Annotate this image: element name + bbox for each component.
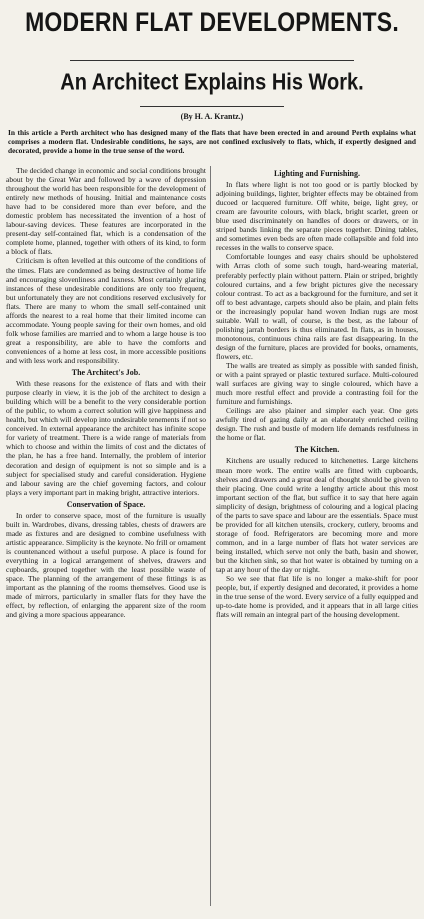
section-heading: Conservation of Space. [66,499,146,509]
headline: MODERN FLAT DEVELOPMENTS. [25,6,399,37]
paragraph: Ceilings are also plainer and simpler each year. One gets awfully tired of gazing daily at an elaborately enriched ceiling design. The rush and bustle of modern life demands restfulness in the home or flat. [216,406,418,443]
paragraph: The decided change in economic and social conditions brought about by the Great War and followed by a wave of depression throughout the world has been responsible for the development of entirely new methods of housing. Initial and maintenance costs have had to be considered more than ever before, and the domestic problem has necessitated the invention of a host of labour-saving devices. These features are incorporated in the present-day self-contained flat, which is a condensation of the complete home, planned, together with others of its kind, to form a block of flats. [6,166,206,257]
paragraph: Criticism is often levelled at this outcome of the conditions of the times. Flats are condemned as being destructive of home life and encouraging slovenliness and laxness. Most certainly glaring instances of these undesirable conditions are only too frequent, but unfortunately they are not conditions reserved exclusively for flats. There are many to whom the small self-contained unit affords the nearest to a real home that their limited income can accommodate. Young people saving for their own homes, and old folk whose families are married and to whom a large house is too great a responsibility, are able to have the comforts and conveniences of a home at less cost, in more accessible positions and with less work and responsibility. [6,256,206,365]
left-column [6,166,206,909]
right-column [216,166,418,909]
column-divider [210,166,211,906]
paragraph: In order to conserve space, most of the furniture is usually built in. Wardrobes, divans, dressing tables, chests of drawers are made as fixtures and are designed to combine usefulness with artistic appearance. Simplicity is the keynote. No frill or ornament is countenanced without a useful purpose. A place is found for everything in a logical arrangement of shelves, drawers and cupboards, grouped together with the least possible waste of space. The planning of the arrangement of these fittings is as important as the planning of the rooms themselves. Good use is made of mirrors, particularly in smaller flats for they have the effect, by reflection, of enlarging the apparent size of the room and giving a more spacious appearance. [6,510,206,620]
paragraph: Kitchens are usually reduced to kitchenettes. Large kitchens mean more work. The entire walls are fitted with cupboards, shelves and drawers and a great deal of thought should be given to their placing. One could write a lengthy article about this most important section of the flat, but suffice it to say that here again simplicity of design, brightness of colouring and a logical placing of the parts to save space and labour are the essentials. Space must be provided for all kitchen utensils, crockery, cutlery, brooms and storage of food. Refrigerators are becoming more and more common, and in a large number of flats hot water services are being installed, which serve not only the bath, basin and shower, but the kitchen sink, so that hot water is obtained by turning on a tap at any hour of the day or night. [216,456,418,575]
headline-rule [70,60,354,61]
intro-paragraph: In this article a Perth architect who has designed many of the flats that have been erected in and around Perth explains what comprises a modern flat. Undesirable conditions, he says, are not confined exclusively to flats, which, if expertly designed and decorated, provide a home in the true sense of the word. [8,128,416,156]
section-heading: The Architect's Job. [71,368,141,378]
subheadline-rule [140,106,284,107]
paragraph: With these reasons for the existence of flats and with their purpose clearly in view, it is the job of the architect to design a building which will be a benefit to the very considerable portion of the public, to whom a correct solution will give happiness and health, but which will develop into undesirable tenements if not so conceived. In external appearance the architect has infinite scope for variety of treatment. There is a wide range of materials from which to choose and within the limits of cost and the dictates of the plan, he has a free hand. Internally, the problem of interior decoration and design of equipment is not so simple and is a subject for specialised study and careful consideration. Hygiene and labour saving are the chief governing factors, and colour plays a very important part in making bright, attractive interiors. [6,379,206,497]
byline: (By H. A. Krantz.) [180,112,244,121]
section-heading: The Kitchen. [294,445,340,455]
paragraph: The walls are treated as simply as possible with sanded finish, or with a paint sprayed or plastic textured surface. Multi-coloured wall surfaces are giving way to single coloured, which have a much more restful effect and provide a contrasting foil for the furniture and furnishings. [216,360,418,407]
section-heading: Lighting and Furnishing. [273,169,361,178]
subheadline: An Architect Explains His Work. [60,70,364,96]
paragraph: So we see that flat life is no longer a make-shift for poor people, but, if expertly designed and decorated, it provides a home in the true sense of the word. Every service of a fully equipped and up-to-date home is provided, and it appears that in all large cities flats will remain an integral part of the housing development. [216,574,418,620]
paragraph: In flats where light is not too good or is partly blocked by adjoining buildings, lighter, brighter effects may be obtained from ducoed or lacquered furniture. Off white, beige, light grey, or cream are favourite colours, with black, bright scarlet, green or blue used discriminately on handles of doors or drawers, or in striped bands linking the separate pieces together. Dining tables, and sometimes even beds are often made collapsible and fold into recesses in the walls to conserve space. [216,180,418,253]
paragraph: Comfortable lounges and easy chairs should be upholstered with Arras cloth of some such tough, hard-wearing material, preferably perfectly plain without pattern. Plain or striped, brightly coloured curtains, and a few bright pictures give the necessary colour contrast. To act as a background for the furniture, and set it off to best advantage, carpets should also be plain, and plain felts or the increasingly popular hand woven Indian rugs are most suitable. Wall to wall, of course, is the best, as the labour of polishing jarrah borders is thus eliminated. In flats, as in houses, monotonous, continuous china rails are fast disappearing. In the design of the furniture, places are provided for books, ornaments, flowers, etc. [216,252,418,361]
